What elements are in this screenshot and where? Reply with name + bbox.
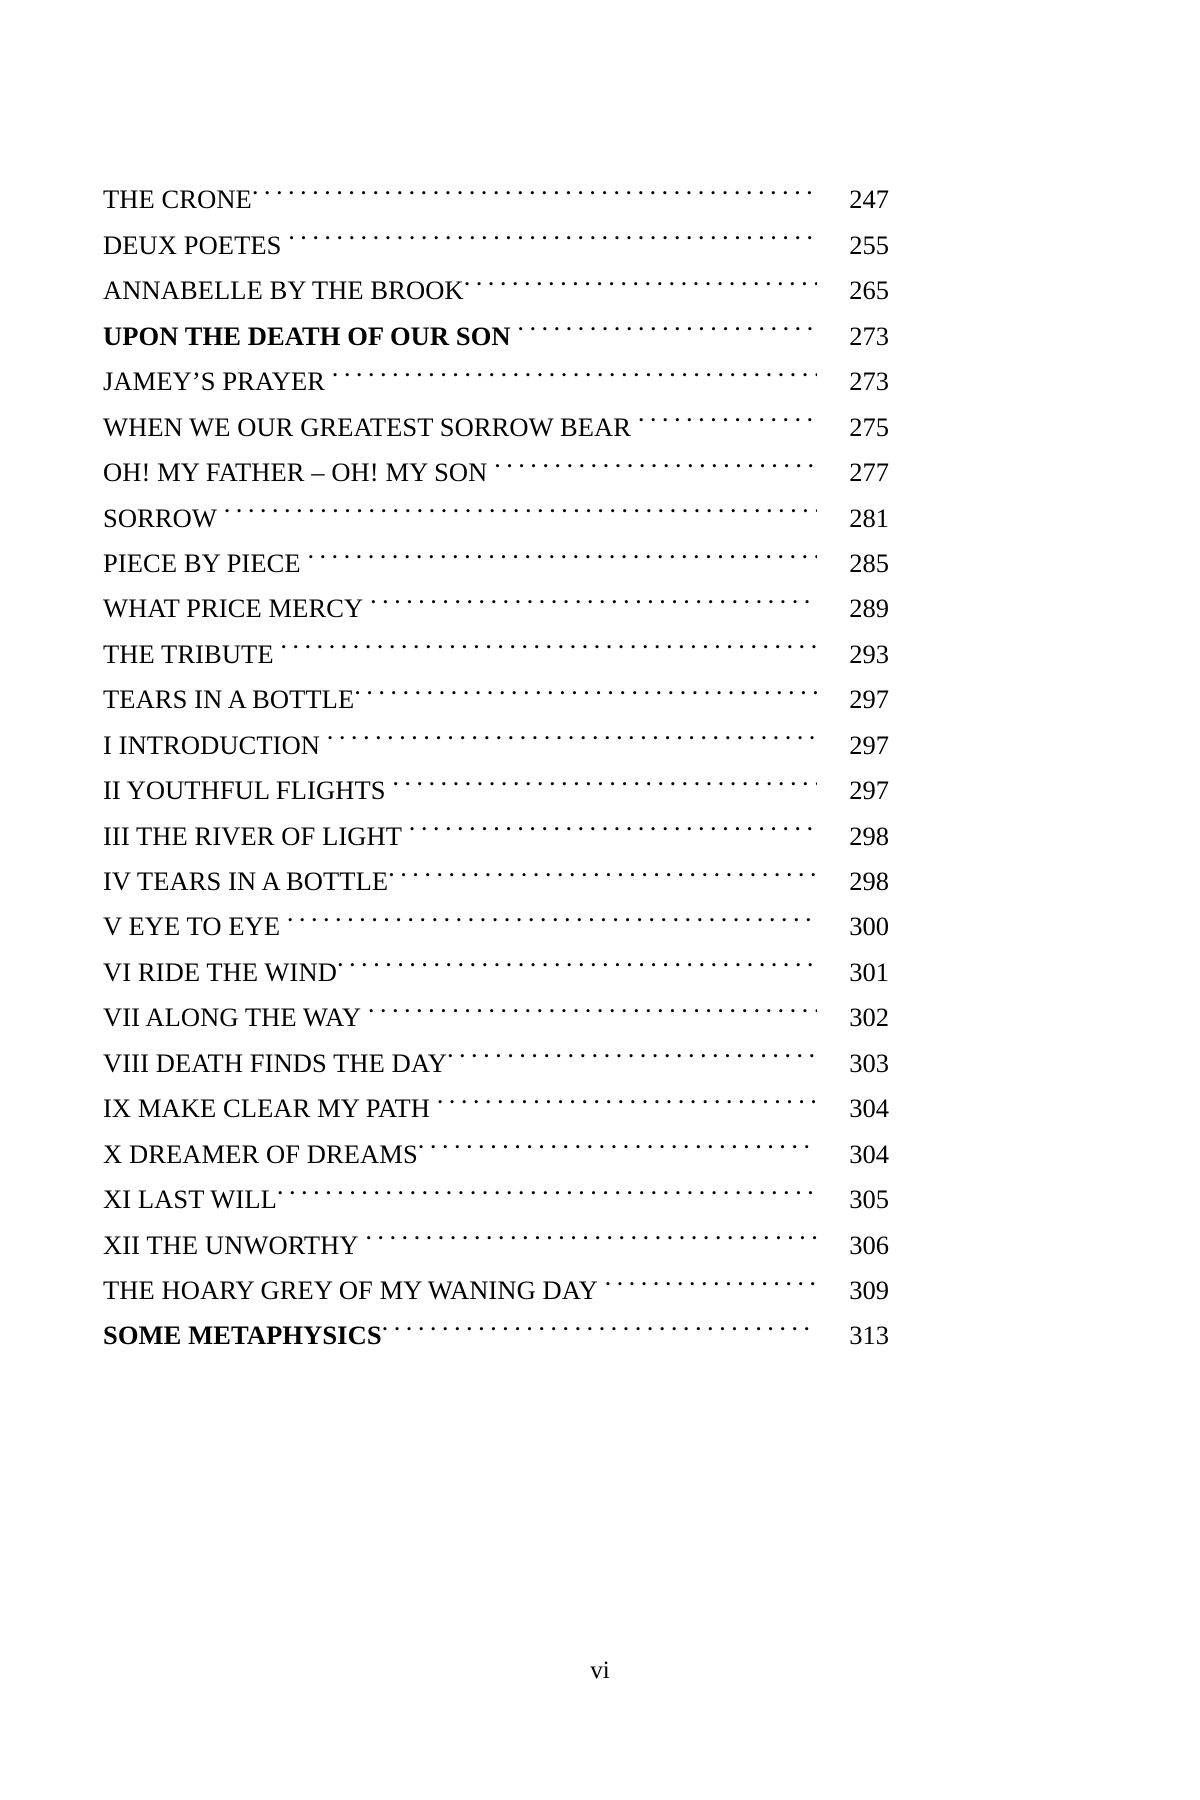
toc-entry-title: THE HOARY GREY OF MY WANING DAY [103, 1274, 598, 1305]
toc-entry-page-number: 255 [849, 229, 889, 260]
toc-dot-leader [365, 1208, 817, 1253]
toc-entry-page-number: 297 [849, 775, 889, 806]
toc-entry-title: VI RIDE THE WIND [103, 956, 337, 987]
toc-dot-leader [280, 617, 817, 662]
toc-entry-title: THE CRONE [103, 184, 252, 215]
toc-entry-page-number: 309 [849, 1274, 889, 1305]
toc-entry-title: SOME METAPHYSICS [103, 1320, 382, 1351]
toc-entry-title: PIECE BY PIECE [103, 547, 301, 578]
toc-entry-page-number: 306 [849, 1229, 889, 1260]
toc-entry-page-number: 293 [849, 638, 889, 669]
toc-dot-leader [277, 1163, 817, 1208]
toc-dot-leader [437, 1072, 817, 1117]
toc-entry-page-number: 265 [849, 275, 889, 306]
toc-entry-page-number: 285 [849, 547, 889, 578]
toc-entry-page-number: 305 [849, 1184, 889, 1215]
toc-dot-leader [464, 254, 817, 299]
toc-entry-page-number: 247 [849, 184, 889, 215]
toc-entry-title: OH! MY FATHER – OH! MY SON [103, 457, 488, 488]
toc-entry-title: X DREAMER OF DREAMS [103, 1138, 418, 1169]
toc-entry-page-number: 301 [849, 956, 889, 987]
toc-entry-page-number: 289 [849, 593, 889, 624]
toc-entry-title: UPON THE DEATH OF OUR SON [103, 320, 511, 351]
toc-dot-leader [337, 935, 817, 980]
toc-entry-page-number: 313 [849, 1320, 889, 1351]
toc-entry-page-number: 304 [849, 1093, 889, 1124]
toc-entry-title: WHAT PRICE MERCY [103, 593, 364, 624]
toc-entry-page-number: 302 [849, 1002, 889, 1033]
toc-entry-title: VII ALONG THE WAY [103, 1002, 362, 1033]
toc-dot-leader [288, 208, 817, 253]
toc-entry-page-number: 273 [849, 366, 889, 397]
toc-entry-page-number: 277 [849, 457, 889, 488]
toc-dot-leader [332, 345, 817, 390]
toc-entry-title: VIII DEATH FINDS THE DAY [103, 1047, 447, 1078]
toc-entry-title: II YOUTHFUL FLIGHTS [103, 775, 386, 806]
toc-dot-leader [370, 572, 817, 617]
toc-dot-leader [638, 390, 817, 435]
toc-dot-leader [517, 299, 817, 344]
toc-entry-title: WHEN WE OUR GREATEST SORROW BEAR [103, 411, 632, 442]
toc-dot-leader [287, 890, 817, 935]
toc-dot-leader [382, 1299, 817, 1344]
toc-entry-title: THE TRIBUTE [103, 638, 274, 669]
toc-entry[interactable] [103, 163, 889, 215]
toc-dot-leader [494, 436, 817, 481]
toc-entry-page-number: 298 [849, 820, 889, 851]
toc-entry-title: ANNABELLE BY THE BROOK [103, 275, 464, 306]
toc-dot-leader [307, 527, 817, 572]
toc-entry-title: XII THE UNWORTHY [103, 1229, 359, 1260]
toc-dot-leader [388, 845, 817, 890]
toc-entry-title: IV TEARS IN A BOTTLE [103, 866, 389, 896]
toc-entry-page-number: 275 [849, 411, 889, 442]
toc-entry-page-number: 304 [849, 1138, 889, 1169]
toc-dot-leader [418, 1117, 817, 1162]
toc-dot-leader [368, 981, 817, 1026]
toc-entry-page-number: 300 [849, 911, 889, 942]
page-folio: vi [590, 1657, 610, 1684]
toc-dot-leader [252, 163, 817, 208]
toc-entry-title: III THE RIVER OF LIGHT [103, 820, 403, 851]
toc-dot-leader [224, 481, 817, 526]
table-of-contents-list [103, 163, 889, 1351]
toc-entry-page-number: 297 [849, 684, 889, 715]
toc-entry-title: SORROW [103, 502, 217, 533]
toc-entry-title: JAMEY’S PRAYER [103, 366, 326, 397]
toc-entry-title: IX MAKE CLEAR MY PATH [103, 1093, 430, 1124]
toc-entry-title: I INTRODUCTION [103, 729, 321, 760]
toc-entry-page-number: 281 [849, 502, 889, 533]
toc-dot-leader [605, 1254, 817, 1299]
toc-entry-page-number: 303 [849, 1047, 889, 1078]
toc-entry-page-number: 298 [849, 866, 889, 896]
toc-dot-leader [409, 799, 817, 844]
toc-dot-leader [327, 708, 817, 753]
toc-entry-title: DEUX POETES [103, 229, 282, 260]
toc-entry-title: XI LAST WILL [103, 1184, 277, 1215]
toc-dot-leader [447, 1026, 817, 1071]
toc-dot-leader [354, 663, 817, 708]
toc-entry-title: TEARS IN A BOTTLE [103, 684, 355, 715]
toc-dot-leader [392, 754, 817, 799]
toc-entry-page-number: 273 [849, 320, 889, 351]
toc-entry-page-number: 297 [849, 729, 889, 760]
toc-entry-title: V EYE TO EYE [103, 911, 281, 942]
